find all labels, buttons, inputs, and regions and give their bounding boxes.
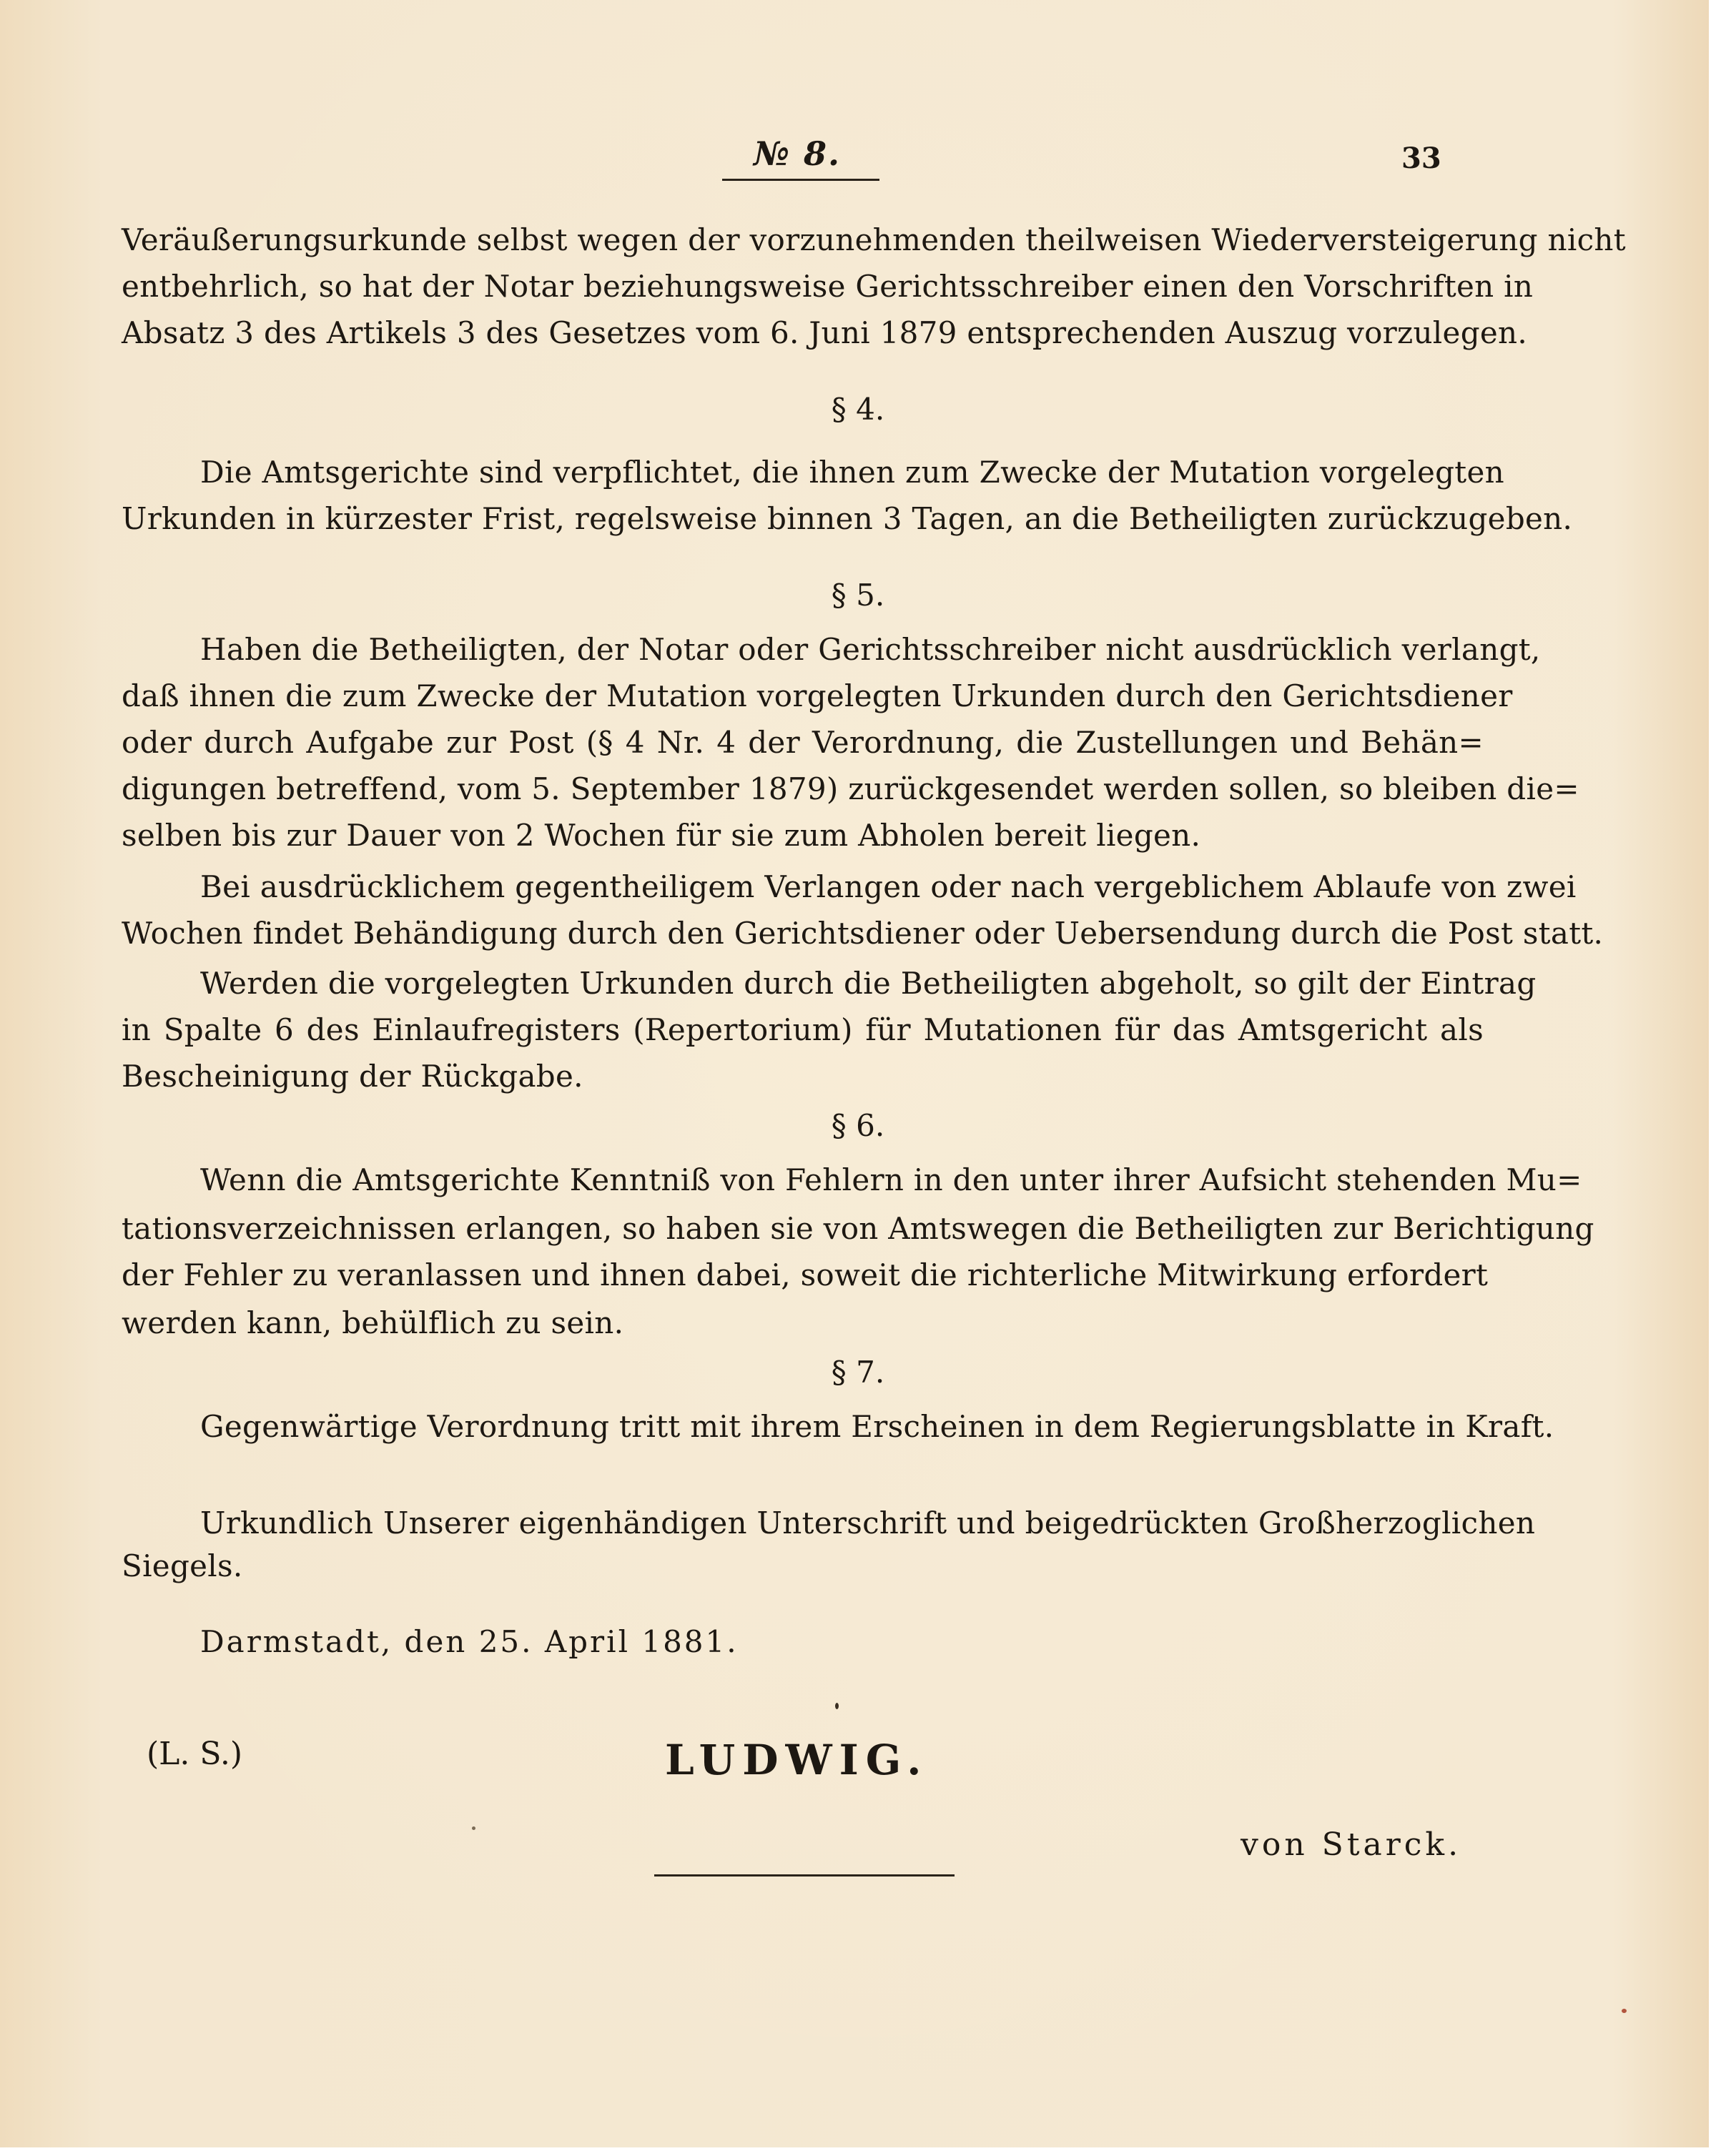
countersignature: von Starck. bbox=[1241, 1826, 1462, 1863]
scan-edge-right bbox=[1709, 0, 1716, 2156]
paper-speck bbox=[1622, 2009, 1627, 2013]
page-number: 33 bbox=[1401, 142, 1441, 175]
text-line: in Spalte 6 des Einlaufregisters (Repertorium) für Mutationen für das Amtsgericht als bbox=[122, 1012, 1484, 1047]
text-line: entbehrlich, so hat der Notar beziehungsweise Gerichtsschreiber einen den Vorschriften in bbox=[122, 269, 1534, 304]
text-line: daß ihnen die zum Zwecke der Mutation vorgelegten Urkunden durch den Gerichtsdiener bbox=[122, 678, 1513, 713]
text-line: Siegels. bbox=[122, 1548, 243, 1583]
section-heading: § 5. bbox=[831, 578, 885, 613]
signature-rule bbox=[654, 1874, 955, 1876]
header-underline bbox=[722, 179, 879, 181]
text-line: Veräußerungsurkunde selbst wegen der vorzunehmenden theilweisen Wiederversteigerung nicht bbox=[122, 222, 1626, 257]
date-line: Darmstadt, den 25. April 1881. bbox=[200, 1624, 739, 1659]
section-heading: § 7. bbox=[831, 1355, 885, 1390]
text-line: werden kann, behülflich zu sein. bbox=[122, 1305, 624, 1340]
scan-edge-bottom bbox=[0, 2147, 1716, 2156]
text-line: Wochen findet Behändigung durch den Gerichtsdiener oder Uebersendung durch die Post statt. bbox=[122, 916, 1604, 951]
text-line: Bei ausdrücklichem gegentheiligem Verlangen oder nach vergeblichem Ablaufe von zwei bbox=[200, 869, 1577, 904]
text-line: tationsverzeichnissen erlangen, so haben sie von Amtswegen die Betheiligten zur Berichtigung bbox=[122, 1211, 1594, 1246]
issue-number: № 8. bbox=[753, 134, 842, 173]
paper-speck bbox=[472, 1826, 475, 1830]
seal-mark: (L. S.) bbox=[147, 1736, 243, 1772]
text-line: Urkunden in kürzester Frist, regelsweise binnen 3 Tagen, an die Betheiligten zurückzugeben. bbox=[122, 501, 1573, 536]
sovereign-signature: LUDWIG. bbox=[665, 1736, 929, 1784]
text-line: selben bis zur Dauer von 2 Wochen für sie zum Abholen bereit liegen. bbox=[122, 818, 1201, 853]
text-line: Urkundlich Unserer eigenhändigen Unterschrift und beigedrückten Großherzoglichen bbox=[200, 1505, 1536, 1541]
section-heading: § 6. bbox=[831, 1108, 885, 1143]
text-line: Gegenwärtige Verordnung tritt mit ihrem Erscheinen in dem Regierungsblatte in Kraft. bbox=[200, 1409, 1554, 1444]
text-line: Haben die Betheiligten, der Notar oder Gerichtsschreiber nicht ausdrücklich verlangt, bbox=[200, 632, 1541, 667]
text-line: Die Amtsgerichte sind verpflichtet, die ihnen zum Zwecke der Mutation vorgelegten bbox=[200, 455, 1504, 490]
text-line: Werden die vorgelegten Urkunden durch die Betheiligten abgeholt, so gilt der Eintrag bbox=[200, 966, 1537, 1001]
text-line: Bescheinigung der Rückgabe. bbox=[122, 1059, 583, 1094]
section-heading: § 4. bbox=[831, 392, 885, 427]
text-line: oder durch Aufgabe zur Post (§ 4 Nr. 4 der Verordnung, die Zustellungen und Behän= bbox=[122, 725, 1484, 760]
text-line: Wenn die Amtsgerichte Kenntniß von Fehlern in den unter ihrer Aufsicht stehenden Mu= bbox=[200, 1162, 1582, 1197]
paper-speck bbox=[835, 1703, 839, 1709]
text-line: der Fehler zu veranlassen und ihnen dabei, soweit die richterliche Mitwirkung erfordert bbox=[122, 1257, 1489, 1292]
text-line: digungen betreffend, vom 5. September 1879) zurückgesendet werden sollen, so bleiben die= bbox=[122, 771, 1579, 806]
text-line: Absatz 3 des Artikels 3 des Gesetzes vom 6. Juni 1879 entsprechenden Auszug vorzulegen. bbox=[122, 315, 1528, 350]
